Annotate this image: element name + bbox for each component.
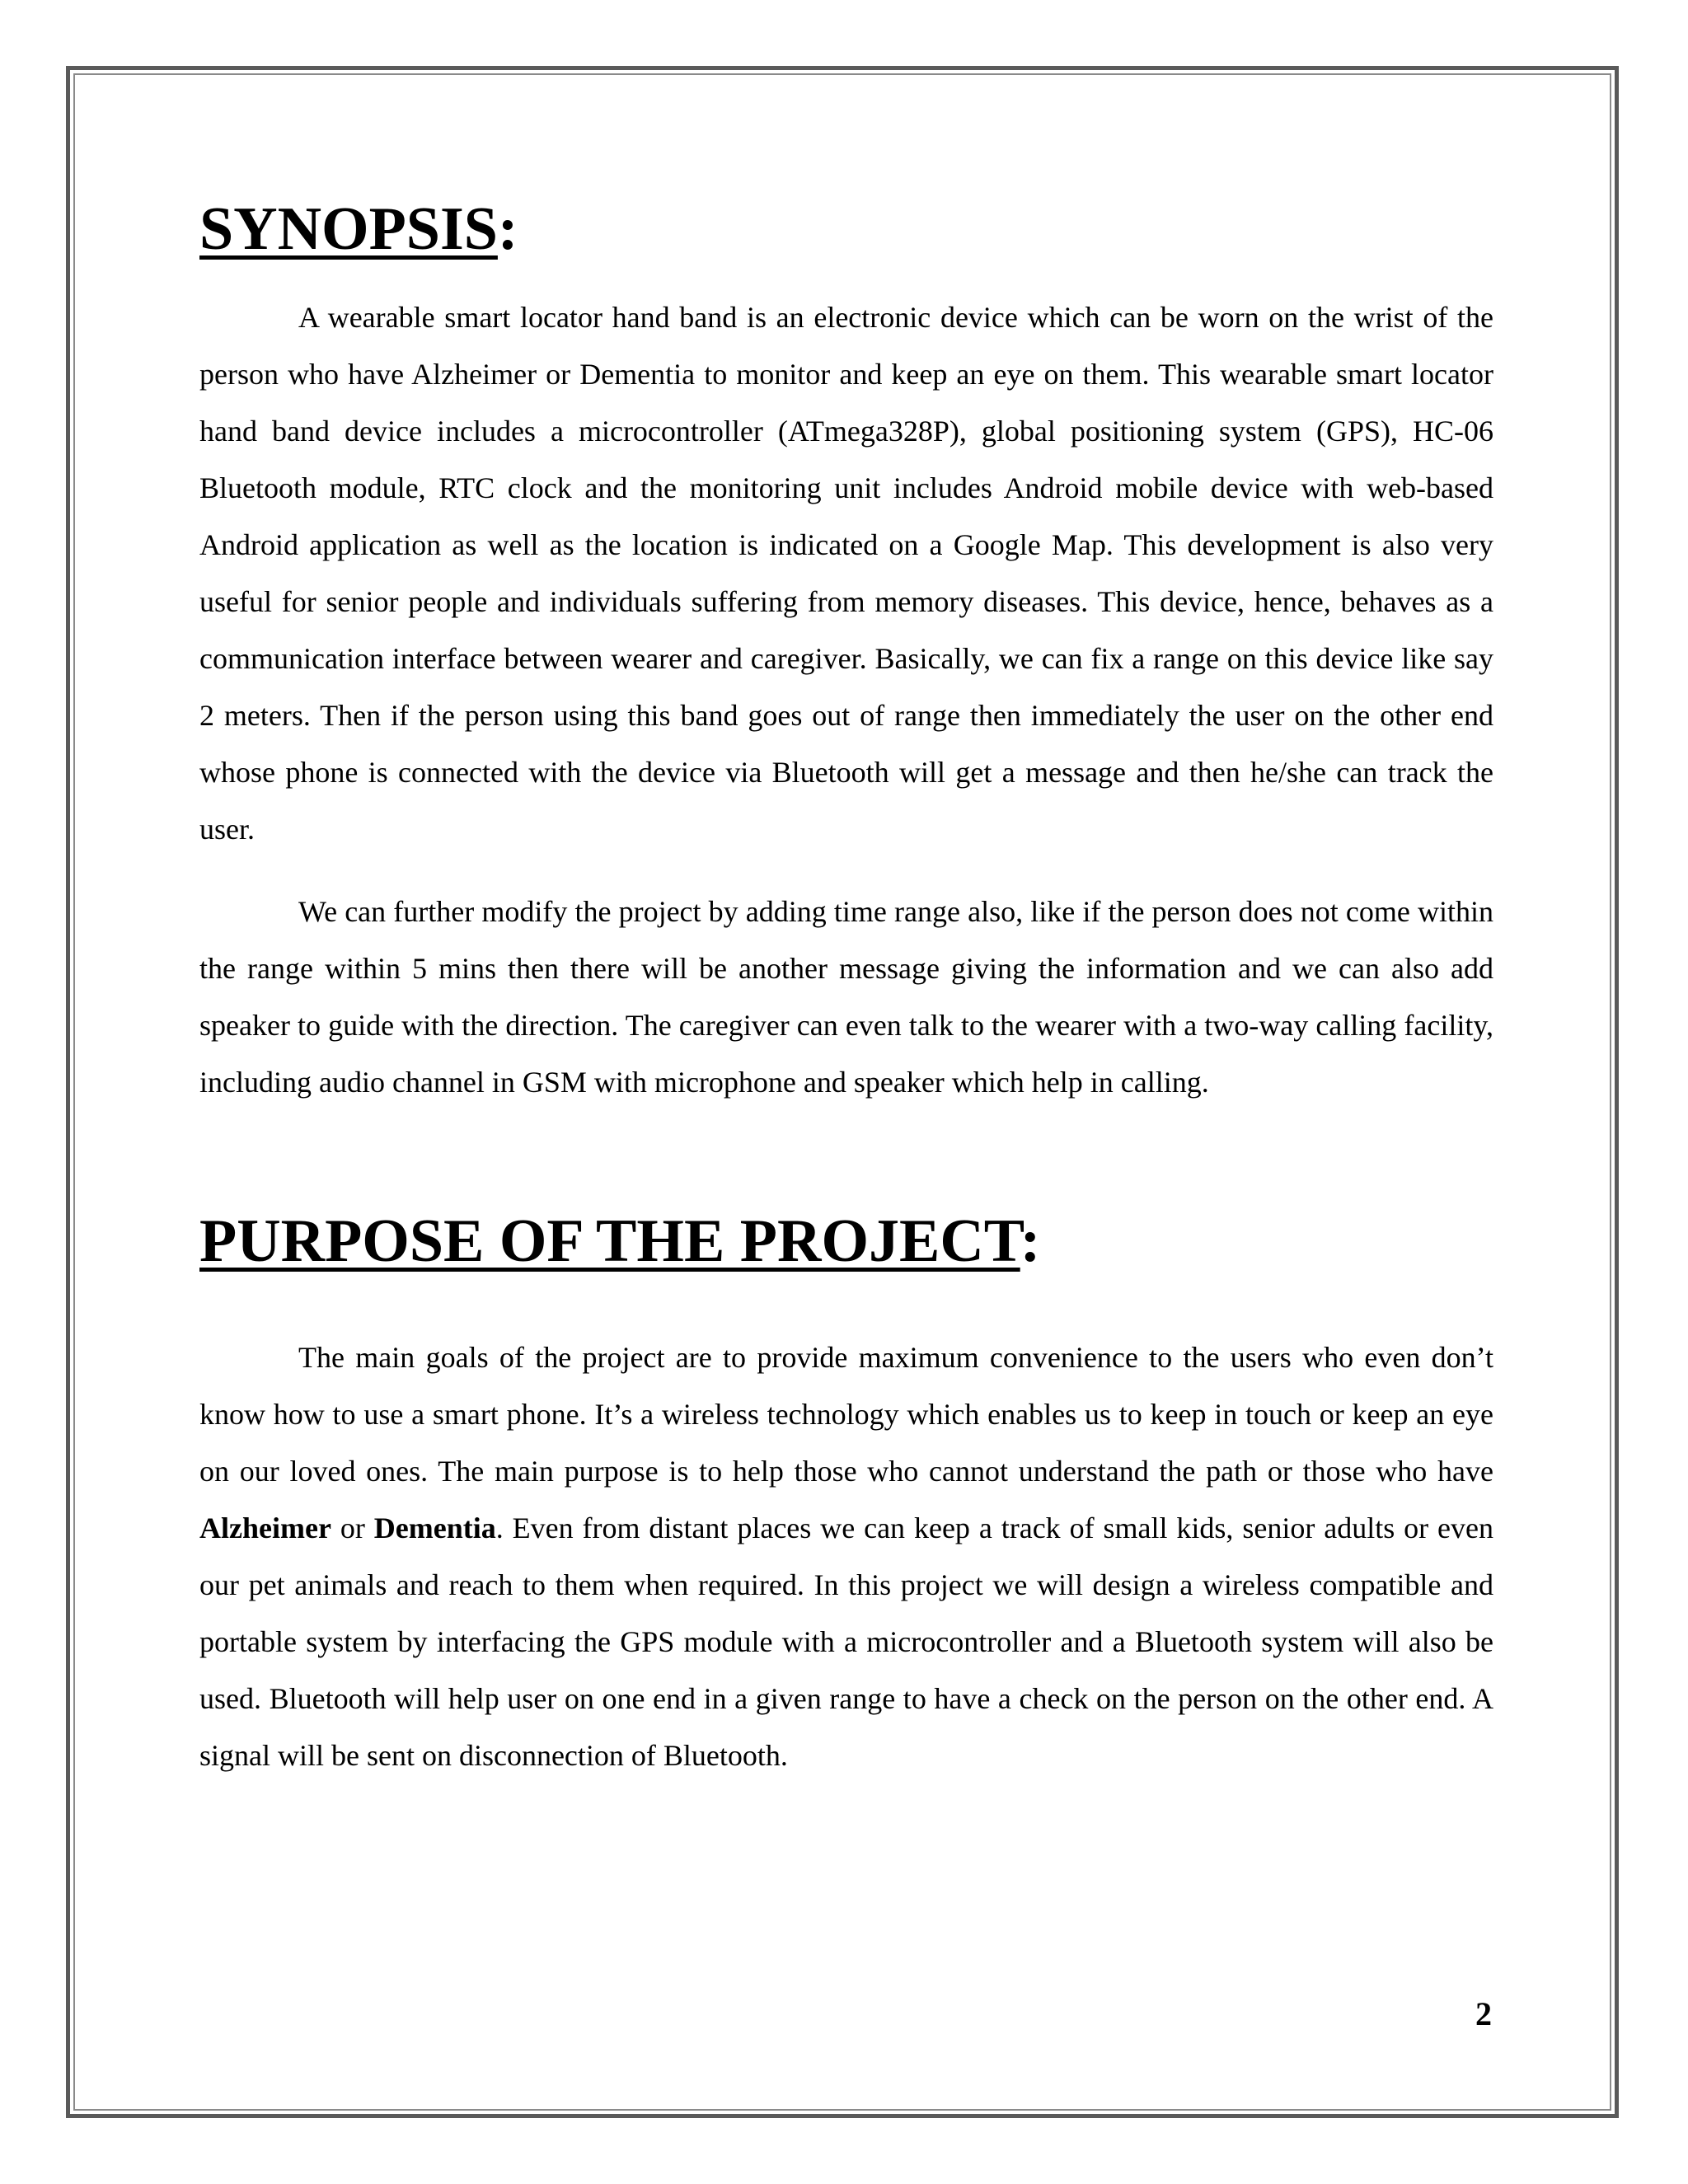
purpose-text-part-2: or: [331, 1511, 374, 1545]
purpose-text-part-1: The main goals of the project are to provide maximum convenience to the users who even don’t know how to use a smart phone. It’s a wireless technology which enables us to keep in touch or keep an eye on our loved ones. The main purpose is to help those who cannot understand the path or those who have: [199, 1341, 1493, 1488]
page-content: [199, 194, 1493, 1784]
synopsis-paragraph-1: A wearable smart locator hand band is an electronic device which can be worn on the wrist of the person who have Alzheimer or Dementia to monitor and keep an eye on them. This wearable smart locator hand band device includes a microcontroller (ATmega328P), global positioning system (GPS), HC-06 Bluetooth module, RTC clock and the monitoring unit includes Android mobile device with web-based Android application as well as the location is indicated on a Google Map. This development is also very useful for senior people and individuals suffering from memory diseases. This device, hence, behaves as a communication interface between wearer and caregiver. Basically, we can fix a range on this device like say 2 meters. Then if the person using this band goes out of range then immediately the user on the other end whose phone is connected with the device via Bluetooth will get a message and then he/she can track the user.: [199, 301, 1493, 846]
purpose-bold-dementia: Dementia: [373, 1511, 496, 1545]
synopsis-heading-text: SYNOPSIS: [199, 195, 498, 263]
purpose-text-part-3: . Even from distant places we can keep a track of small kids, senior adults or even our pet animals and reach to them when required. In this project we will design a wireless compatible and portable system by interfacing the GPS module with a microcontroller and a Bluetooth system will also be used. Bluetooth will help user on one end in a given range to have a check on the person on the other end. A signal will be sent on disconnection of Bluetooth.: [199, 1511, 1493, 1773]
page-number: 2: [1475, 1995, 1492, 2032]
synopsis-paragraph-2: We can further modify the project by adding time range also, like if the person does not come within the range within 5 mins then there will be another message giving the information and we can also add speaker to guide with the direction. The caregiver can even talk to the wearer with a two-way calling facility, including audio channel in GSM with microphone and speaker which help in calling.: [199, 895, 1493, 1099]
purpose-paragraph: [199, 1329, 1493, 1784]
purpose-heading-text: PURPOSE OF THE PROJECT: [199, 1207, 1020, 1276]
synopsis-heading-colon: :: [497, 195, 518, 263]
synopsis-heading: [199, 194, 1493, 265]
purpose-bold-alzheimer: Alzheimer: [199, 1511, 331, 1545]
purpose-heading: [199, 1207, 1493, 1277]
purpose-heading-colon: :: [1020, 1207, 1041, 1276]
